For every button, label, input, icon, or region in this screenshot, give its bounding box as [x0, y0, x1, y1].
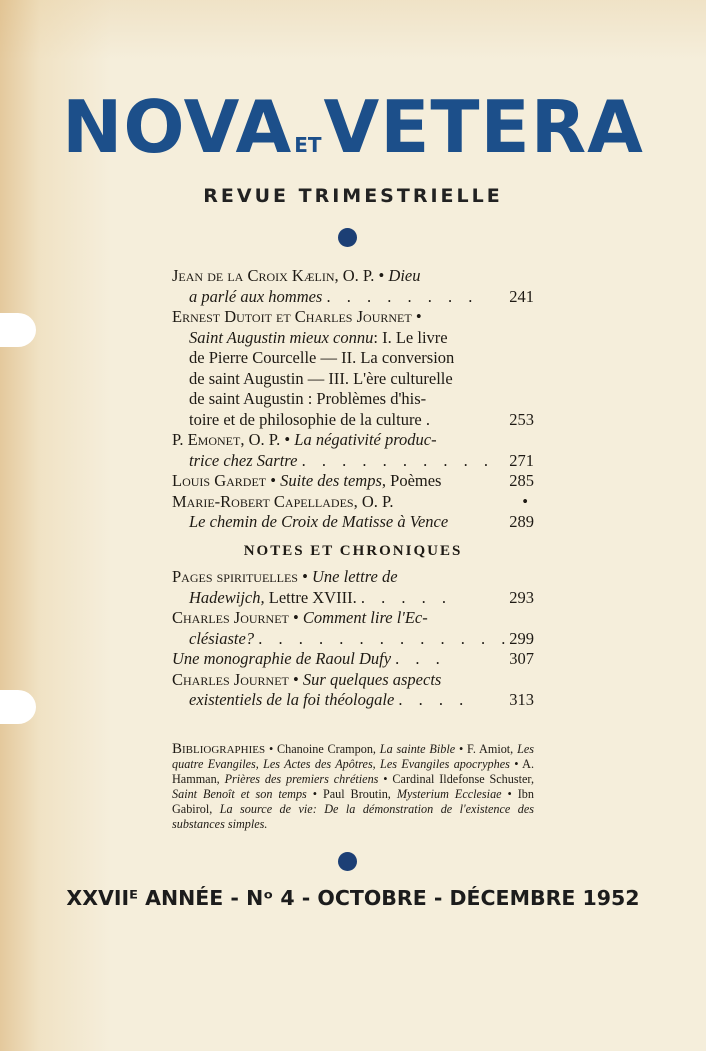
toc-title: Le chemin de Croix de Matisse à Vence	[189, 512, 449, 531]
toc-author: Marie-Robert Capellades, O. P.	[172, 491, 394, 511]
biblio-title: La sainte Bible	[379, 742, 456, 756]
toc-leader: . . . .	[398, 690, 470, 709]
toc-page: 241	[509, 286, 534, 306]
toc-leader: .	[425, 409, 431, 429]
toc-desc: , Poèmes	[381, 471, 442, 490]
toc-page: 307	[509, 649, 534, 668]
toc-desc: Lettre XVIII.	[268, 587, 357, 607]
bibliographies: Bibliographies • Chanoine Crampon, La sainte Bible • F. Amiot, Les quatre Evangiles, Les Actes des Apôtres, Les Evangiles apocryphes • A. Hamman, Prières des premiers chrétiens • Cardinal Ildefonse Schuster, Saint Benoît et son temps • Paul Broutin, Mysterium Ecclesiae • Ibn Gabirol, La source de vie: De la démonstration de l'existence des substances simples.	[172, 741, 534, 831]
toc-author: Louis Gardet	[172, 471, 267, 490]
biblio-title: Les quatre Evangiles, Les Actes des Apôtres, Les Evangiles apocryphes	[172, 742, 534, 771]
toc-leader: . . . . . . . .	[326, 286, 479, 306]
toc-title: La négativité produc-	[294, 430, 437, 449]
toc-title: Sur quelques aspects	[302, 669, 442, 689]
toc-title: Comment lire l'Ec-	[302, 608, 428, 627]
biblio-title: La source de vie: De la démonstration de l'existence des substances simples.	[172, 802, 534, 831]
journal-subtitle: REVUE TRIMESTRIELLE	[203, 185, 503, 207]
toc-leader: . . . . . . . . . . . . .	[258, 628, 512, 648]
toc-entry: Pages spirituelles • Une lettre de Hadewijch, Lettre XVIII. . . . . . 293	[172, 567, 534, 607]
biblio-author: Cardinal Ildefonse Schuster,	[392, 772, 534, 786]
toc-entry: Marie-Robert Capellades, O. P. • Le chemin de Croix de Matisse à Vence 289	[172, 491, 534, 531]
toc-entry: Ernest Dutoit et Charles Journet • Saint Augustin mieux connu: I. Le livre de Pierre Courcelle — II. La conversion de saint Augustin — III. L'ère culturelle de saint Augustin : Problèmes d'his- toire et de philosophie de la culture . 253	[172, 307, 534, 429]
toc-title: Hadewijch,	[189, 587, 265, 607]
punch-hole	[0, 690, 36, 724]
toc-entry	[172, 649, 534, 670]
punch-hole	[0, 313, 36, 347]
ornament-dot	[338, 228, 357, 247]
toc-entry: P. Emonet, O. P. • La négativité produc- trice chez Sartre . . . . . . . . . . 271	[172, 430, 534, 470]
toc-page: 293	[509, 587, 534, 607]
toc-entry: Jean de la Croix Kælin, O. P. • Dieu a parlé aux hommes . . . . . . . . 241	[172, 266, 534, 306]
toc-title: Dieu	[388, 266, 421, 285]
journal-masthead	[0, 82, 706, 190]
section-title: NOTES ET CHRONIQUES	[243, 542, 463, 559]
toc-author: Pages spirituelles	[172, 567, 298, 586]
biblio-title: Mysterium Ecclesiae	[396, 787, 502, 801]
toc-entry: Louis Gardet • Suite des temps, Poèmes 285	[172, 471, 534, 490]
toc-leader: . . .	[395, 649, 446, 668]
bibliographies-heading: Bibliographies	[172, 741, 266, 757]
toc-title: existentiels de la foi théologale	[189, 690, 395, 709]
toc-author: Charles Journet	[172, 608, 289, 627]
biblio-title: Prières des premiers chrétiens	[224, 772, 379, 786]
toc-title: Suite des temps	[280, 471, 382, 490]
biblio-title: Saint Benoît et son temps	[172, 787, 307, 801]
toc-title: Saint Augustin mieux connu	[189, 327, 374, 347]
ornament-dot	[338, 852, 357, 871]
biblio-author: Ibn Gabirol,	[172, 787, 534, 816]
biblio-author: Chanoine Crampon,	[277, 742, 376, 756]
toc-title: a parlé aux hommes	[189, 286, 323, 306]
masthead-et: ET	[294, 133, 322, 157]
toc-author: Ernest Dutoit et Charles Journet	[172, 307, 412, 326]
toc-leader: . . . . . . . . . .	[301, 450, 494, 470]
toc-page: 313	[509, 690, 534, 709]
toc-author: Jean de la Croix Kælin, O. P.	[172, 266, 375, 285]
toc-desc: : I. Le livre	[373, 327, 448, 347]
toc-page: 285	[509, 471, 534, 490]
toc-entry: Charles Journet • Comment lire l'Ec- clésiaste? . . . . . . . . . . . . . 299	[172, 608, 534, 648]
toc-title: trice chez Sartre	[189, 450, 298, 470]
table-of-contents	[172, 266, 534, 711]
toc-entry: Charles Journet • Sur quelques aspects existentiels de la foi théologale . . . . 313	[172, 669, 534, 709]
masthead-nova: NOVA	[62, 85, 293, 169]
toc-desc: toire et de philosophie de la culture	[189, 409, 422, 429]
toc-desc: de Pierre Courcelle — II. La conversion	[189, 348, 455, 367]
toc-title: clésiaste?	[189, 628, 255, 648]
toc-desc: de saint Augustin — III. L'ère culturelle	[189, 368, 453, 388]
toc-title: Une lettre de	[312, 567, 398, 586]
biblio-author: A. Hamman,	[172, 757, 534, 786]
issue-footer: XXVIIᴱ ANNÉE - Nᵒ 4 - OCTOBRE - DÉCEMBRE 1952	[66, 886, 640, 910]
toc-page: 271	[509, 450, 534, 470]
toc-title: Une monographie de Raoul Dufy	[172, 649, 392, 668]
biblio-author: F. Amiot,	[467, 742, 514, 756]
toc-page: 253	[509, 409, 534, 429]
toc-author: P. Emonet, O. P.	[172, 430, 281, 449]
toc-page: 299	[509, 628, 534, 648]
biblio-author: Paul Broutin,	[322, 787, 391, 801]
toc-leader: . . . . .	[360, 587, 452, 607]
toc-desc: de saint Augustin : Problèmes d'his-	[189, 389, 427, 408]
toc-author: Charles Journet	[172, 669, 289, 689]
toc-page: 289	[509, 512, 534, 531]
masthead-vetera: VETERA	[323, 85, 644, 169]
